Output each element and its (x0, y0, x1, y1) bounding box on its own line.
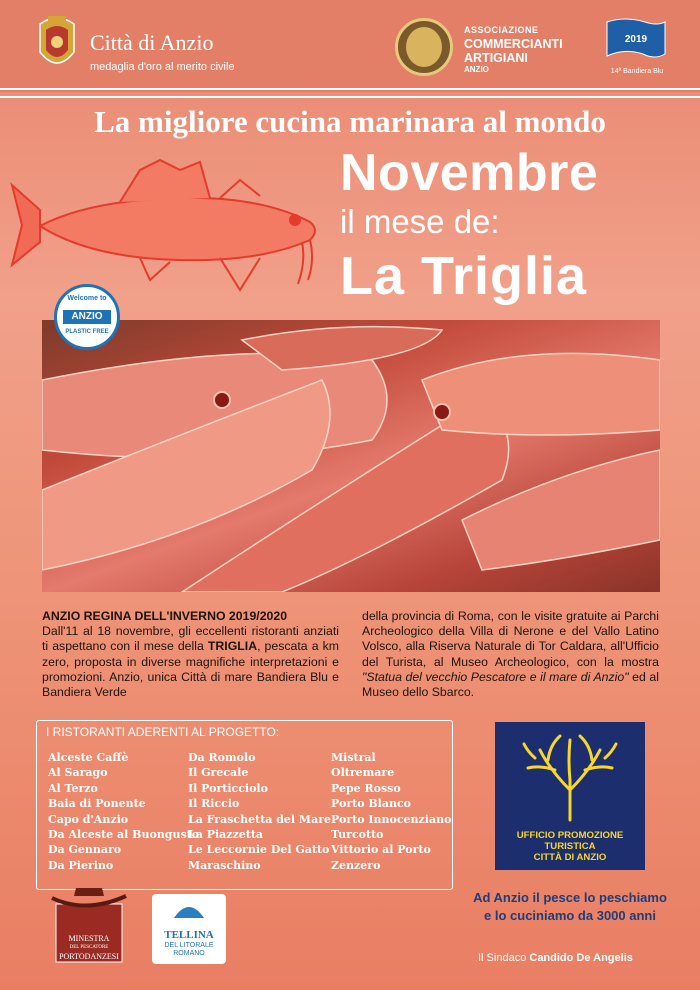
restaurant-item: Da Pierino (48, 858, 114, 872)
blue-flag-icon (605, 18, 667, 62)
restaurant-item: Maraschino (188, 858, 261, 872)
coral-tree-icon (520, 730, 620, 822)
minestra-line-1: MINESTRA (68, 934, 110, 943)
month-subtitle: il mese de: (340, 203, 500, 240)
city-crest-icon (34, 12, 80, 74)
restaurant-item: Mistral (331, 751, 376, 764)
intro-left-column (42, 609, 339, 700)
fish-title: La Triglia (340, 246, 588, 306)
association-line-3: ARTIGIANI (464, 51, 528, 65)
restaurant-item: La Piazzetta (188, 828, 264, 842)
badge-bottom: PLASTIC FREE (65, 329, 109, 335)
restaurant-item: Porto Blanco (331, 797, 411, 811)
badge-name: ANZIO (63, 310, 111, 324)
restaurants-column-1 (48, 750, 199, 873)
headline: La migliore cucina marinara al mondo (94, 104, 606, 139)
city-subtitle: medaglia d'oro al merito civile (90, 61, 235, 73)
restaurants-column-3 (331, 750, 451, 873)
restaurant-item: Il Riccio (188, 797, 240, 811)
red-mullet-drawing-icon (10, 150, 330, 300)
intro-right-column (362, 609, 659, 700)
restaurant-item: Le Leccornie Del Gatto (188, 843, 330, 857)
mayor-label: Il Sindaco (478, 952, 527, 964)
flag-year: 2019 (624, 34, 648, 45)
restaurant-item: Da Alceste al Buongusto (48, 828, 200, 842)
tellina-line-3: ROMANO (173, 950, 205, 957)
mayor-signature (478, 952, 633, 964)
restaurant-item: Capo d'Anzio (48, 812, 129, 826)
shell-icon (172, 900, 206, 920)
intro-text-a: Dall'11 al 18 novembre, gli eccellenti ristoranti anziati ti aspettano con il mese della (42, 624, 339, 654)
association-line-4: ANZIO (464, 65, 489, 74)
restaurant-item: Da Romolo (188, 751, 256, 764)
restaurants-title: I RISTORANTI ADERENTI AL PROGETTO: (46, 725, 280, 739)
tellina-subtitle (152, 942, 226, 958)
minestra-line-3: PORTODANZESI (59, 952, 119, 961)
tellina-line-2: DEL LITORALE (164, 942, 214, 949)
minestra-line-2: DEL PESCATORE (69, 945, 109, 950)
restaurant-item: La Fraschetta del Mare (188, 812, 332, 826)
association-medal-icon (395, 18, 453, 76)
fish-photo (42, 320, 660, 592)
intro-text-b: , pescata a km zero, proposta in diverse magnifiche interpretazioni e promozioni. Anzio, unica Città di mare Bandiera Blu e Bandiera Verde (42, 639, 339, 700)
promo-line-2: CITTÀ DI ANZIO (533, 852, 607, 863)
intro-text-d: ed al Museo dello Sbarco. (362, 669, 659, 700)
restaurant-item: Vittorio al Porto (331, 843, 431, 857)
restaurant-item: Alceste Caffè (48, 751, 129, 764)
association-line-2: COMMERCIANTI (464, 37, 563, 51)
restaurant-item: Il Grecale (188, 766, 249, 780)
restaurant-item: Zenzero (331, 858, 381, 872)
restaurant-item: Porto Innocenziano (331, 812, 452, 826)
intro-text-italic: "Statua del vecchio Pescatore e il mare di Anzio" (362, 669, 629, 684)
city-name: Città di Anzio (90, 30, 214, 55)
intro-text-bold: TRIGLIA (207, 639, 258, 654)
tellina-title: TELLINA (164, 929, 214, 941)
restaurant-item: Baia di Ponente (48, 797, 146, 811)
plastic-free-badge (54, 284, 120, 350)
restaurant-item: Pepe Rosso (331, 781, 401, 795)
minestra-text (56, 934, 122, 961)
promo-text (500, 830, 640, 863)
restaurant-item: Da Gennaro (48, 843, 122, 857)
mayor-name: Candido De Angelis (529, 952, 633, 964)
flag-caption: 14ª Bandiera Blu (610, 68, 664, 75)
restaurants-column-2 (188, 750, 331, 873)
header-divider (0, 88, 700, 98)
slogan-line-1: Ad Anzio il pesce lo peschiamo (473, 890, 667, 905)
restaurant-item: Al Terzo (48, 781, 98, 795)
month-title: Novembre (340, 144, 599, 202)
slogan-line-2: e lo cuciniamo da 3000 anni (484, 908, 656, 923)
badge-top: Welcome to (67, 295, 107, 302)
promo-line-1: UFFICIO PROMOZIONE TURISTICA (516, 830, 624, 852)
restaurant-item: Oltremare (331, 766, 395, 780)
intro-title: ANZIO REGINA DELL'INVERNO 2019/2020 (42, 609, 288, 623)
restaurant-item: Al Sarago (48, 766, 108, 780)
association-line-1: ASSOCIAZIONE (464, 25, 539, 35)
restaurant-item: Il Porticciolo (188, 781, 268, 795)
restaurant-item: Turcotto (331, 828, 384, 842)
intro-text-c: della provincia di Roma, con le visite gratuite ai Parchi Archeologico della Villa di Nerone e del Vallo Latino Volsco, alla Riserva Naturale di Tor Caldara, all'Ufficio del Turista, al Museo Archeologico, con la mostra (362, 609, 659, 669)
slogan (455, 889, 685, 925)
